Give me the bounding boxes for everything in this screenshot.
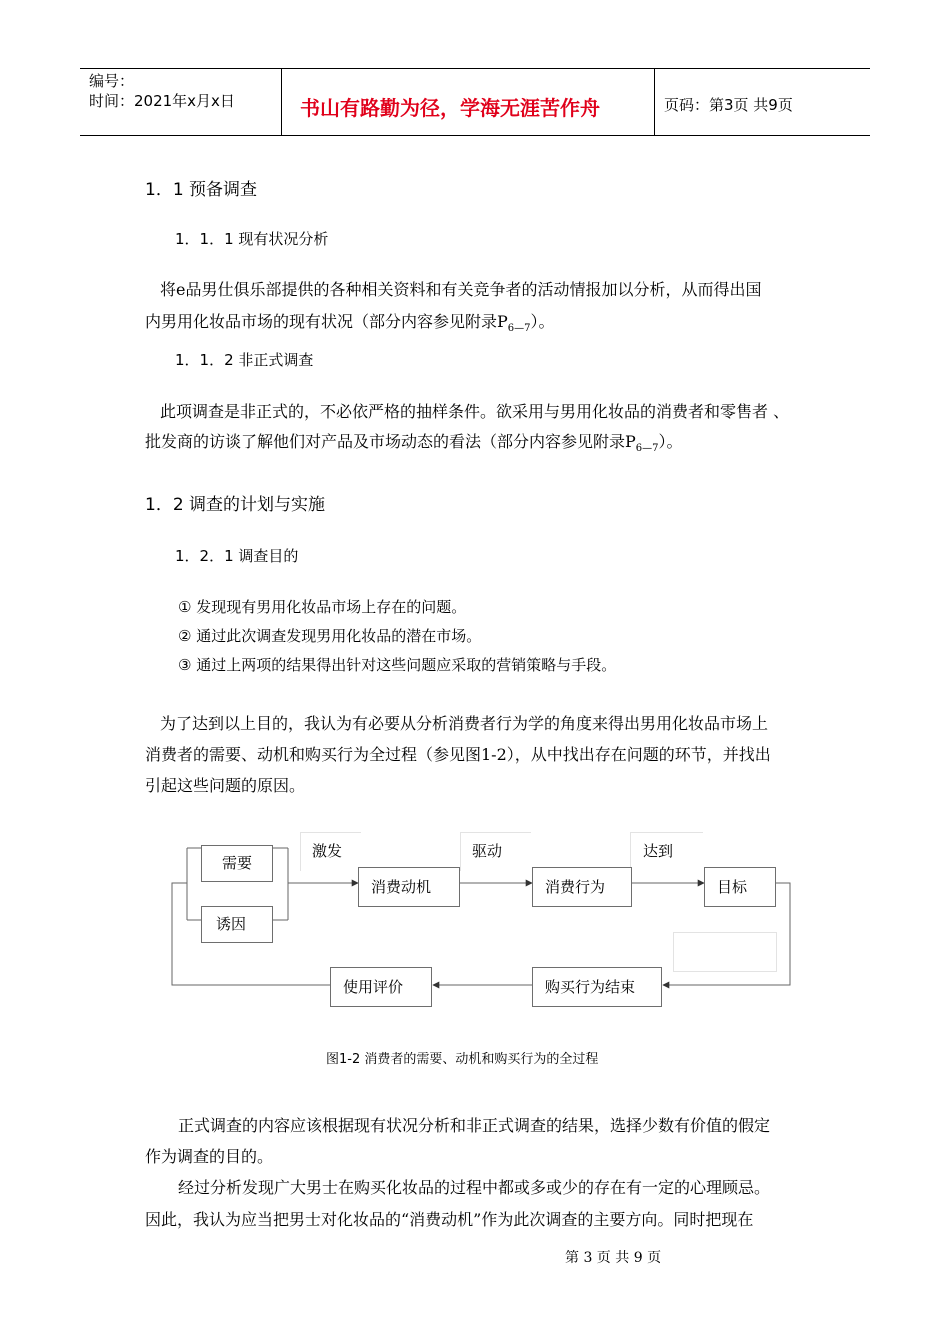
appendix-page-range: 6—7 (507, 323, 531, 335)
document-date: 时间：2021年x月x日 (89, 92, 235, 110)
header-motto: 书山有路勤为径，学海无涯苦作舟 (300, 96, 600, 120)
subsection-heading-1-1-1: 1．1．1 现有状况分析 (175, 230, 329, 248)
paragraph-1-line-1: 将e品男仕俱乐部提供的各种相关资料和有关竞争者的活动情报加以分析，从而得出国 (160, 280, 762, 299)
document-number-label: 编号： (89, 72, 135, 90)
goal-item-2: ② 通过此次调查发现男用化妆品的潜在市场。 (178, 627, 482, 645)
purchase-end-box: 购买行为结束 (532, 967, 662, 1007)
inducement-box: 诱因 (201, 906, 273, 943)
appendix-page-range: 6—7 (635, 443, 659, 455)
paragraph-3-line-2: 消费者的需要、动机和购买行为全过程（参见图1-2），从中找出存在问题的环节，并找出 (145, 745, 771, 764)
paragraph-4-line-2: 作为调查的目的。 (145, 1147, 274, 1166)
paragraph-4-line-1: 正式调查的内容应该根据现有状况分析和非正式调查的结果，选择少数有价值的假定 (178, 1116, 771, 1135)
footer-page-number: 第 3 页 共 9 页 (565, 1250, 662, 1266)
motive-box: 消费动机 (358, 867, 460, 907)
empty-frame (673, 932, 777, 972)
header-page-number: 页码：第3页 共9页 (664, 96, 793, 114)
need-box: 需要 (201, 845, 273, 882)
subsection-heading-1-2-1: 1．2．1 调查目的 (175, 547, 299, 565)
arrow-label-drive: 驱动 (472, 842, 503, 860)
section-heading-1-1: 1．1 预备调查 (145, 180, 258, 200)
paragraph-3-line-1: 为了达到以上目的，我认为有必要从分析消费者行为学的角度来得出男用化妆品市场上 (160, 714, 769, 733)
paragraph-5-line-1: 经过分析发现广大男士在购买化妆品的过程中都或多或少的存在有一定的心理顾忌。 (178, 1178, 771, 1197)
paragraph-2-line-1: 此项调查是非正式的，不必依严格的抽样条件。欲采用与男用化妆品的消费者和零售者 、 (160, 402, 790, 421)
paragraph-5-line-2: 因此，我认为应当把男士对化妆品的“消费动机”作为此次调查的主要方向。同时把现在 (145, 1210, 754, 1229)
evaluation-box: 使用评价 (330, 967, 432, 1007)
paragraph-2-line-2: 批发商的访谈了解他们对产品及市场动态的看法（部分内容参见附录$P_{6—7}$）。 (145, 432, 683, 455)
goal-item-1: ① 发现现有男用化妆品市场上存在的问题。 (178, 598, 467, 616)
goal-box: 目标 (704, 867, 776, 907)
arrow-label-achieve: 达到 (643, 842, 674, 860)
figure-caption: 图1-2 消费者的需要、动机和购买行为的全过程 (326, 1052, 599, 1067)
paragraph-3-line-3: 引起这些问题的原因。 (145, 776, 306, 795)
goal-item-3: ③ 通过上两项的结果得出针对这些问题应采取的营销策略与手段。 (178, 656, 617, 674)
arrow-label-stimulate: 激发 (312, 842, 343, 860)
section-heading-1-2: 1．2 调查的计划与实施 (145, 495, 326, 515)
subsection-heading-1-1-2: 1．1．2 非正式调查 (175, 351, 314, 369)
behavior-box: 消费行为 (532, 867, 632, 907)
paragraph-1-line-2: 内男用化妆品市场的现有状况（部分内容参见附录$P_{6—7}$）。 (145, 312, 555, 335)
